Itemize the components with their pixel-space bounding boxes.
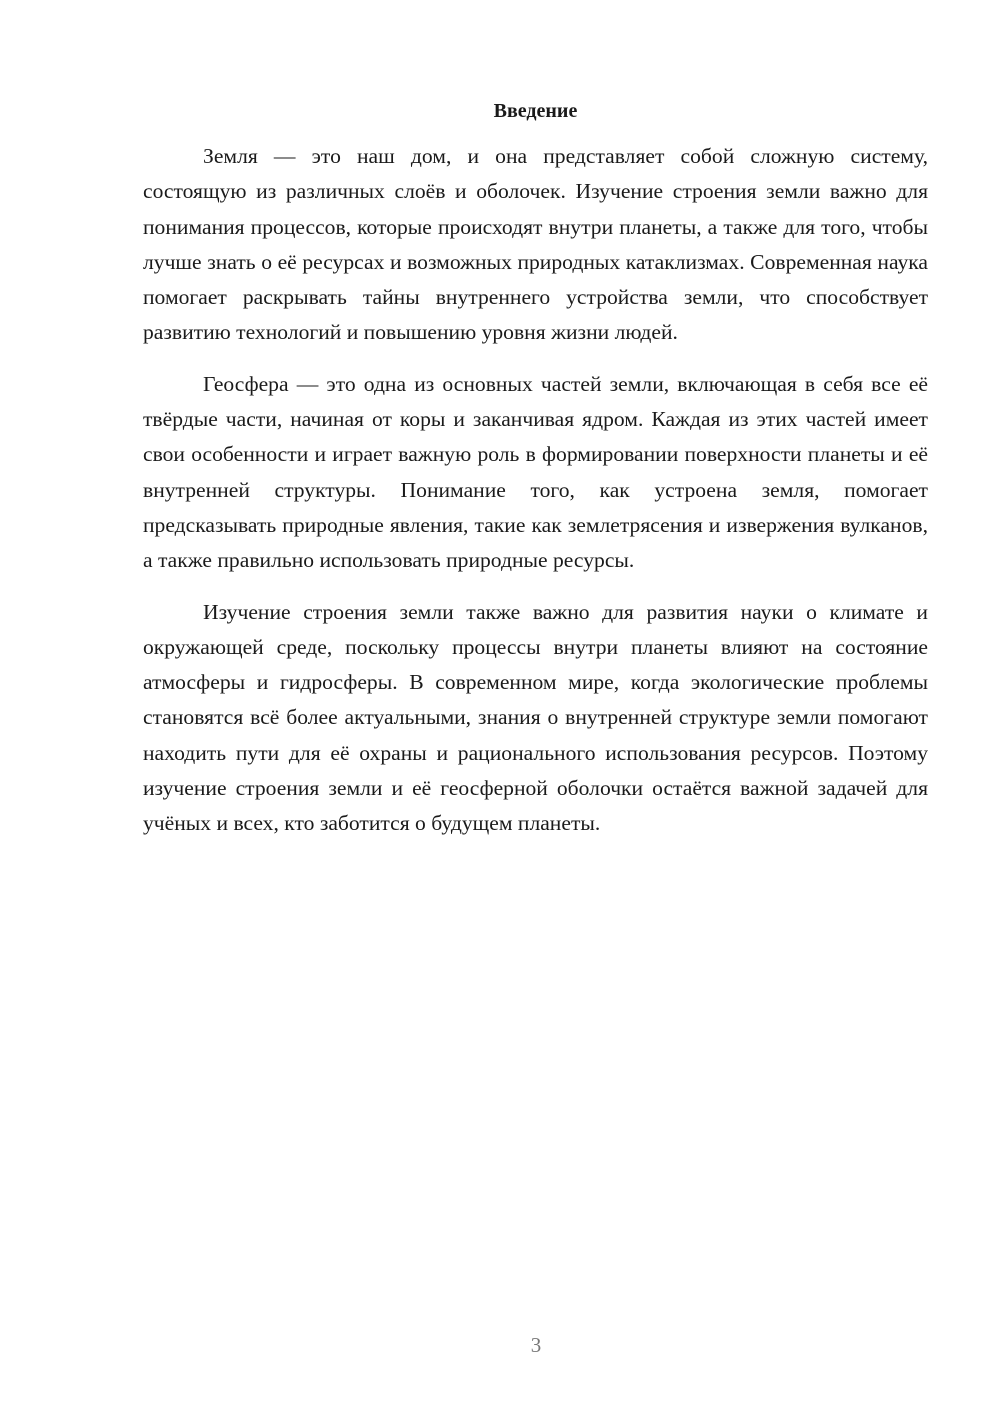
paragraph-1: Земля — это наш дом, и она представляет собой сложную систему, состоящую из различных слоёв и оболочек. Изучение строения земли важно для понимания процессов, которые происходят внутри планеты, а также для того, чтобы лучше знать о её ресурсах и возможных природных катаклизмах. Современная наука помогает раскрывать тайны внутреннего устройства земли, что способствует развитию технологий и повышению уровня жизни людей. bbox=[143, 144, 928, 345]
paragraph-2: Геосфера — это одна из основных частей земли, включающая в себя все её твёрдые части, начиная от коры и заканчивая ядром. Каждая из этих частей имеет свои особенности и играет важную роль в формировании поверхности планеты и её внутренней структуры. Понимание того, как устроена земля, помогает предсказывать природные явления, такие как землетрясения и извержения вулканов, а также правильно использовать природные ресурсы. bbox=[143, 371, 928, 573]
section-heading: Введение bbox=[493, 100, 578, 122]
page-number: 3 bbox=[530, 1333, 542, 1357]
paragraph-3: Изучение строения земли также важно для развития науки о климате и окружающей среде, поскольку процессы внутри планеты влияют на состояние атмосферы и гидросферы. В современном мире, когда экологические проблемы становятся всё более актуальными, знания о внутренней структуре земли помогают находить пути для её охраны и рационального использования ресурсов. Поэтому изучение строения земли и её геосферной оболочки остаётся важной задачей для учёных и всех, кто заботится о будущем планеты. bbox=[143, 599, 928, 836]
page-content bbox=[143, 93, 928, 858]
